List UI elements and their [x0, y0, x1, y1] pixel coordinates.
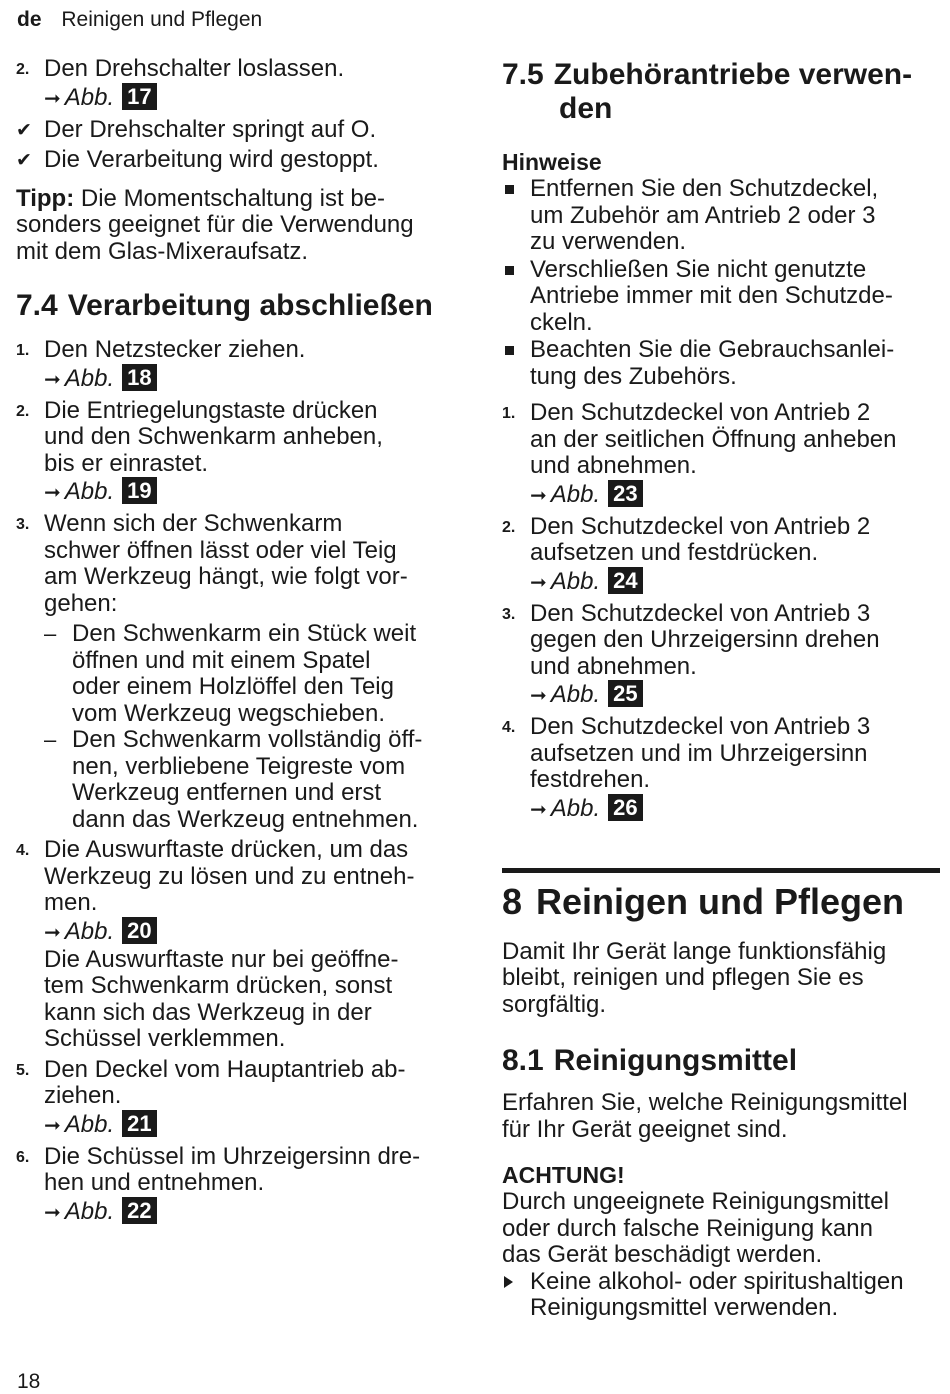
arrow-icon: ➞ [530, 798, 547, 821]
square-bullet-icon [505, 185, 514, 194]
arrow-icon: ➞ [44, 368, 61, 391]
note-text: ckeln. [530, 308, 593, 336]
figure-number-badge: 21 [122, 1110, 156, 1137]
figure-abbrev: Abb. [550, 480, 601, 508]
section-heading-7-4 [16, 289, 456, 323]
sub-item [44, 727, 456, 833]
section-title: Reinigungsmittel [553, 1044, 798, 1077]
step-text: Den Drehschalter loslassen. [44, 55, 345, 82]
tip-label: Tipp: [16, 184, 75, 212]
sub-item-text: vom Werkzeug wegschieben. [72, 699, 386, 727]
figure-abbrev: Abb. [64, 917, 115, 945]
step-number: 2. [502, 518, 516, 536]
step-text: ziehen. [44, 1082, 122, 1109]
step-text: Den Schutzdeckel von Antrieb 3 [530, 599, 871, 627]
tip-block [16, 186, 456, 266]
figure-reference [44, 477, 456, 507]
step-note: tem Schwenkarm drücken, sonst [44, 972, 393, 999]
note-text: Entfernen Sie den Schutzdeckel, [530, 175, 879, 202]
step-number: 6. [16, 1148, 30, 1166]
page-header [17, 8, 262, 32]
caution-text: Durch ungeeignete Reinigungsmittel [502, 1188, 889, 1215]
step-text: schwer öffnen lässt oder viel Teig [44, 536, 397, 564]
arrow-icon: ➞ [44, 1114, 61, 1137]
step-number: 3. [502, 605, 516, 623]
figure-reference [44, 83, 456, 113]
figure-reference [530, 794, 940, 824]
figure-number-badge: 18 [122, 364, 156, 391]
figure-number-badge: 19 [122, 477, 156, 504]
notes-label: Hinweise [502, 149, 602, 175]
sub-item-text: Den Schwenkarm vollständig öff- [72, 726, 423, 753]
figure-abbrev: Abb. [550, 567, 601, 595]
intro-text: sorgfältig. [502, 990, 607, 1018]
figure-abbrev: Abb. [64, 364, 115, 392]
figure-abbrev: Abb. [550, 794, 601, 822]
note-item [502, 257, 940, 337]
right-column [502, 58, 940, 1322]
action-text: Reinigungsmittel verwenden. [530, 1294, 839, 1321]
step-note: Schüssel verklemmen. [44, 1025, 286, 1052]
intro-text: Erfahren Sie, welche Reinigungsmittel [502, 1089, 908, 1116]
step-text: Den Deckel vom Hauptantrieb ab- [44, 1055, 406, 1083]
intro-text: bleibt, reinigen und pflegen Sie es [502, 964, 864, 991]
step-number: 3. [16, 516, 30, 533]
step-text: Die Auswurftaste drücken, um das [44, 836, 409, 863]
sub-item-text: öffnen und mit einem Spatel [72, 646, 371, 674]
figure-abbrev: Abb. [64, 1197, 115, 1225]
section-intro [502, 1090, 940, 1143]
sub-item [44, 621, 456, 727]
section-title: Zubehörantriebe verwen- [553, 58, 913, 91]
result-text: Die Verarbeitung wird gestoppt. [44, 146, 379, 173]
intro-text: für Ihr Gerät geeignet sind. [502, 1115, 788, 1143]
step-text: Die Schüssel im Uhrzeigersinn dre- [44, 1142, 421, 1170]
step-text: Den Schutzdeckel von Antrieb 2 [530, 399, 871, 426]
sub-item-text: Den Schwenkarm ein Stück weit [72, 620, 417, 647]
step-number: 4. [502, 719, 516, 736]
section-title: den [559, 92, 613, 125]
sub-item-text: dann das Werkzeug entnehmen. [72, 805, 419, 833]
section-number: 7.4 [16, 289, 58, 322]
running-section-title: Reinigen und Pflegen [61, 8, 263, 31]
arrow-icon: ➞ [44, 921, 61, 944]
square-bullet-icon [505, 266, 514, 275]
step-text: Werkzeug zu lösen und zu entneh- [44, 862, 415, 890]
figure-number-badge: 25 [608, 680, 642, 707]
figure-reference [530, 567, 940, 597]
step-text: an der seitlichen Öffnung anheben [530, 425, 897, 453]
result-text: Der Drehschalter springt auf O. [44, 115, 377, 143]
arrow-icon: ➞ [530, 484, 547, 507]
arrow-icon: ➞ [44, 482, 61, 504]
figure-number-badge: 23 [608, 480, 642, 507]
section-number: 8.1 [502, 1044, 544, 1077]
step-text: und abnehmen. [530, 452, 697, 479]
step-number: 5. [16, 1061, 30, 1079]
step-1 [16, 337, 456, 394]
chapter-intro [502, 939, 940, 1019]
step-2 [502, 514, 940, 597]
dash-marker: – [44, 621, 57, 646]
step-note: kann sich das Werkzeug in der [44, 998, 372, 1026]
language-code: de [17, 8, 42, 31]
step-number: 4. [16, 842, 30, 859]
checkmark-icon: ✔ [16, 119, 32, 141]
checkmark-icon: ✔ [16, 150, 32, 171]
step-6 [16, 1144, 456, 1227]
step-text: men. [44, 889, 98, 916]
step-number: 1. [16, 342, 30, 359]
step-3 [502, 601, 940, 711]
note-text: zu verwenden. [530, 228, 687, 255]
result-item [16, 147, 456, 174]
note-text: um Zubehör am Antrieb 2 oder 3 [530, 201, 876, 229]
caution-text: oder durch falsche Reinigung kann [502, 1214, 873, 1242]
sub-item-text: nen, verbliebene Teigreste vom [72, 752, 406, 780]
step-text: Den Schutzdeckel von Antrieb 2 [530, 512, 871, 540]
intro-text: Damit Ihr Gerät lange funktionsfähig [502, 937, 887, 965]
step-note: Die Auswurftaste nur bei geöffne- [44, 945, 399, 973]
caution-block [502, 1161, 940, 1322]
section-title: Verarbeitung abschließen [67, 289, 433, 322]
figure-number-badge: 22 [122, 1197, 156, 1224]
square-bullet-icon [505, 346, 514, 355]
tip-text: mit dem Glas-Mixeraufsatz. [16, 237, 309, 265]
figure-abbrev: Abb. [64, 478, 115, 505]
action-text: Keine alkohol- oder spiritushaltigen [530, 1267, 904, 1295]
step-4 [502, 714, 940, 824]
arrow-icon: ➞ [44, 1201, 61, 1224]
step-number: 2. [16, 61, 30, 78]
tip-text: Die Momentschaltung ist be- [74, 184, 386, 212]
step-1 [502, 400, 940, 510]
step-text: Den Schutzdeckel von Antrieb 3 [530, 713, 871, 740]
step-3 [16, 511, 456, 833]
step-4 [16, 837, 456, 1053]
figure-reference [530, 680, 940, 710]
triangle-bullet-icon [504, 1276, 513, 1288]
section-number: 7.5 [502, 58, 544, 91]
step-5 [16, 1057, 456, 1140]
note-text: Beachten Sie die Gebrauchsanlei- [530, 336, 895, 363]
tip-text: sonders geeignet für die Verwendung [16, 211, 414, 238]
note-item [502, 337, 940, 390]
figure-number-badge: 20 [122, 917, 156, 944]
figure-number-badge: 26 [608, 794, 642, 821]
sub-item-text: oder einem Holzlöffel den Teig [72, 673, 394, 700]
step-text: Den Netzstecker ziehen. [44, 336, 306, 363]
step-text: gehen: [44, 589, 118, 617]
chapter-title: Reinigen und Pflegen [536, 880, 905, 922]
figure-reference [530, 480, 940, 510]
step-2 [16, 398, 456, 508]
arrow-icon: ➞ [530, 685, 547, 707]
figure-reference [44, 364, 456, 394]
chapter-number: 8 [502, 880, 523, 922]
step-text: hen und entnehmen. [44, 1169, 265, 1196]
step-number: 1. [502, 405, 516, 422]
figure-reference [44, 917, 456, 947]
step-text: am Werkzeug hängt, wie folgt vor- [44, 563, 408, 590]
note-text: Verschließen Sie nicht genutzte [530, 255, 867, 283]
dash-marker: – [44, 727, 57, 752]
chapter-heading-8 [502, 881, 940, 923]
step-2-release [16, 56, 456, 113]
step-text: aufsetzen und festdrücken. [530, 539, 819, 566]
arrow-icon: ➞ [44, 87, 61, 110]
step-text: gegen den Uhrzeigersinn drehen [530, 626, 880, 653]
step-text: bis er einrastet. [44, 449, 209, 477]
figure-abbrev: Abb. [550, 681, 601, 708]
caution-label: ACHTUNG! [502, 1162, 625, 1188]
page-number: 18 [17, 1370, 41, 1393]
step-text: und abnehmen. [530, 652, 697, 680]
figure-reference [44, 1110, 456, 1140]
note-item [502, 176, 940, 256]
result-item [16, 117, 456, 144]
caution-text: das Gerät beschädigt werden. [502, 1241, 823, 1268]
section-heading-8-1 [502, 1044, 940, 1078]
figure-number-badge: 24 [608, 567, 642, 594]
step-text: Wenn sich der Schwenkarm [44, 510, 343, 537]
figure-abbrev: Abb. [64, 83, 115, 111]
left-column [16, 56, 456, 1231]
step-text: aufsetzen und im Uhrzeigersinn [530, 739, 868, 767]
step-text: Die Entriegelungstaste drücken [44, 396, 378, 424]
note-text: tung des Zubehörs. [530, 362, 737, 390]
figure-reference [44, 1197, 456, 1227]
section-heading-7-5 [502, 58, 940, 126]
caution-action [502, 1269, 940, 1322]
step-text: und den Schwenkarm anheben, [44, 423, 383, 450]
sub-item-text: Werkzeug entfernen und erst [72, 779, 382, 806]
chapter-rule [502, 868, 940, 873]
arrow-icon: ➞ [530, 571, 547, 594]
step-text: festdrehen. [530, 766, 651, 793]
step-number: 2. [16, 402, 30, 420]
note-text: Antriebe immer mit den Schutzde- [530, 282, 893, 309]
figure-abbrev: Abb. [64, 1110, 115, 1138]
figure-number-badge: 17 [122, 83, 156, 110]
